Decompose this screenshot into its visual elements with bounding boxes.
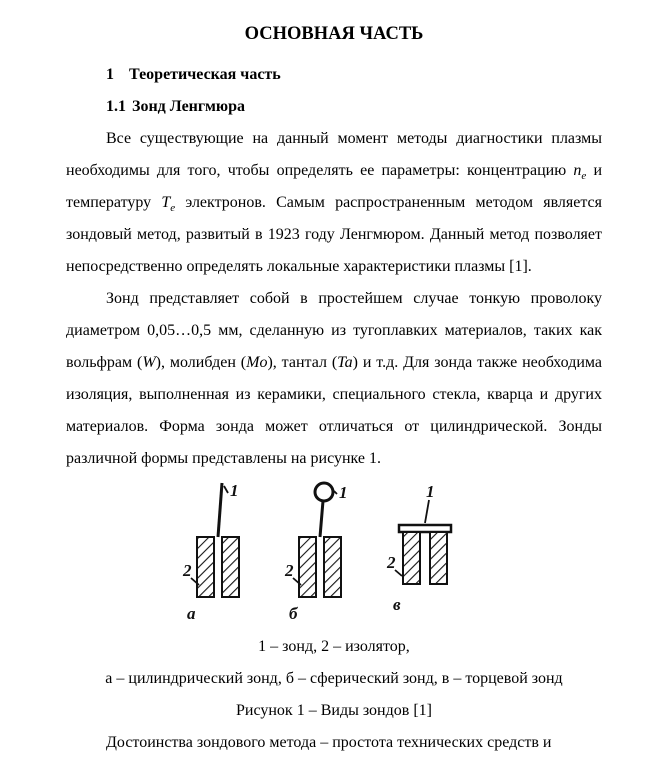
subsection-heading (66, 91, 602, 123)
paragraph-probe-description: Зонд представляет собой в простейшем случае тонкую проволоку диаметром 0,05…0,5 мм, сделанную из тугоплавких материалов, таких как вольфрам (W), молибден (Mo), тантал (Ta) и т.д. Для зонда также необходима изоляция, выполненная из керамики, специального стекла, кварца и других материалов. Форма зонда может отличаться от цилиндрической. Зонды различной формы представлены на рисунке 1. (66, 290, 603, 467)
probe-v-letter: в (393, 595, 401, 614)
probe-v-wire-label: 1 (426, 482, 435, 501)
probe-cylindrical (182, 481, 239, 623)
subsection-number: 1.1 (106, 98, 126, 115)
probe-a-letter: а (187, 604, 196, 623)
probe-v-insulator-label: 2 (387, 553, 396, 572)
figure-legend-numbers: 1 – зонд, 2 – изолятор, (258, 638, 410, 655)
paragraph-advantages-partial: Достоинства зондового метода – простота технических средств и (106, 734, 552, 751)
insulator-block (324, 537, 341, 597)
figure-title: Рисунок 1 – Виды зондов [1] (236, 702, 432, 719)
probe-a-insulator-label: 2 (183, 561, 192, 580)
figure-legend-letters: а – цилиндрический зонд, б – сферический зонд, в – торцевой зонд (105, 670, 563, 687)
section-heading (66, 59, 602, 91)
paragraph-plasma-diagnostics: Все существующие на данный момент методы диагностики плазмы необходимы для того, чтобы определять ее параметры: концентрацию $n_e$ и температуру $T_e$ электронов. Самым распространенным методом является зондовый метод, развитый в 1923 году Ленгмюром. Данный метод позволяет непосредственно определять локальные характеристики плазмы [1]. (66, 130, 603, 275)
insulator-block (222, 537, 239, 597)
insulator-block (197, 537, 214, 597)
leader-line (224, 486, 228, 493)
probe-wire (218, 483, 222, 537)
insulator-block (430, 532, 447, 584)
probe-end (386, 482, 451, 614)
section-title: Теоретическая часть (129, 66, 281, 83)
leader-line (425, 500, 429, 523)
probe-a-wire-label: 1 (230, 481, 239, 500)
document-title: ОСНОВНАЯ ЧАСТЬ (244, 24, 424, 44)
leader-line (395, 570, 402, 576)
insulator-block (299, 537, 316, 597)
probe-disc (399, 525, 451, 532)
probe-wire (320, 501, 323, 537)
insulator-block (403, 532, 420, 584)
figure-probes (66, 479, 602, 629)
probe-b-insulator-label: 2 (285, 561, 294, 580)
probe-sphere (315, 483, 333, 501)
section-number: 1 (106, 66, 114, 83)
subsection-title: Зонд Ленгмюра (132, 98, 245, 115)
probe-figure-drawing (179, 479, 489, 629)
probe-b-wire-label: 1 (339, 483, 348, 502)
probe-b-letter: б (289, 604, 298, 623)
probe-spherical (284, 483, 348, 623)
leader-line (334, 491, 337, 494)
